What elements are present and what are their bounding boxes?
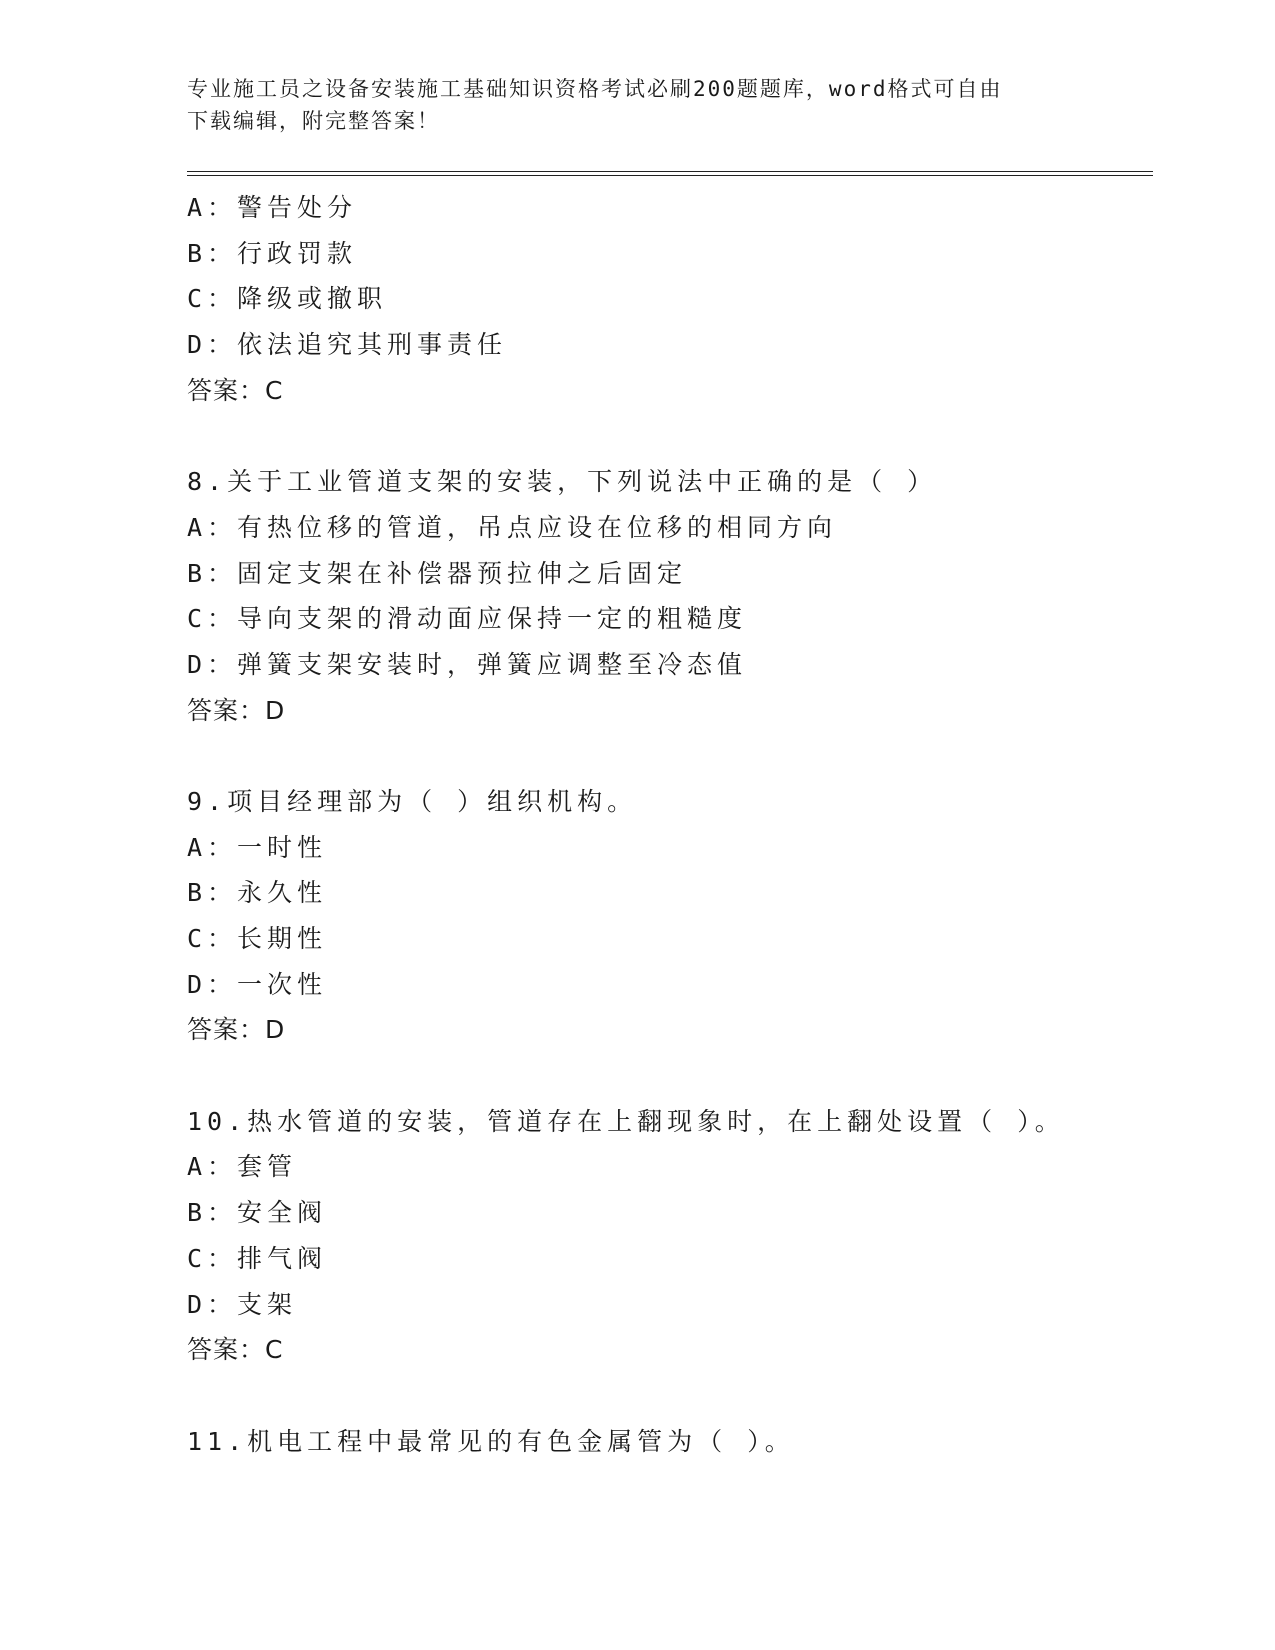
option-d: D：依法追究其刑事责任 [187,330,508,360]
question-stem: 11.机电工程中最常见的有色金属管为（ ）。 [187,1426,795,1456]
question-spacer [187,413,1153,459]
option-c: C：排气阀 [187,1243,328,1273]
header-divider-top [187,171,1153,172]
answer-line: 答案：C [187,1335,284,1365]
question-block [187,779,1153,1053]
question-block [187,1419,1153,1465]
option-b: B：固定支架在补偿器预拉伸之后固定 [187,558,688,588]
answer-line: 答案：D [187,695,286,725]
question-block [187,1099,1153,1373]
option-d: D：弹簧支架安装时，弹簧应调整至冷态值 [187,649,748,679]
option-d: D：一次性 [187,969,328,999]
option-a: A：套管 [187,1152,298,1182]
question-spacer [187,1373,1153,1419]
header-title-line-1: 专业施工员之设备安装施工基础知识资格考试必刷200题题库，word格式可自由 [187,77,1003,101]
option-a: A：有热位移的管道，吊点应设在位移的相同方向 [187,512,838,542]
option-b: B：行政罚款 [187,238,358,268]
option-b: B：永久性 [187,878,328,908]
question-stem: 10.热水管道的安装，管道存在上翻现象时，在上翻处设置（ ）。 [187,1106,1065,1136]
option-a: A：一时性 [187,832,328,862]
question-stem: 9.项目经理部为（ ）组织机构。 [187,786,638,816]
question-list [187,185,1153,1464]
question-stem: 8.关于工业管道支架的安装，下列说法中正确的是（ ） [187,467,938,497]
option-d: D：支架 [187,1289,298,1319]
header-divider-bottom [187,175,1153,176]
answer-line: 答案：D [187,1015,286,1045]
option-c: C：长期性 [187,924,328,953]
question-spacer [187,733,1153,779]
option-a: A：警告处分 [187,193,358,222]
document-header [187,73,1067,137]
question-block [187,459,1153,733]
option-b: B：安全阀 [187,1198,328,1228]
header-title-line-2: 下载编辑，附完整答案！ [187,109,440,133]
option-c: C：降级或撤职 [187,284,388,314]
option-c: C：导向支架的滑动面应保持一定的粗糙度 [187,604,748,634]
answer-line: 答案：C [187,375,284,405]
question-spacer [187,1053,1153,1099]
question-block-continued [187,185,1153,413]
